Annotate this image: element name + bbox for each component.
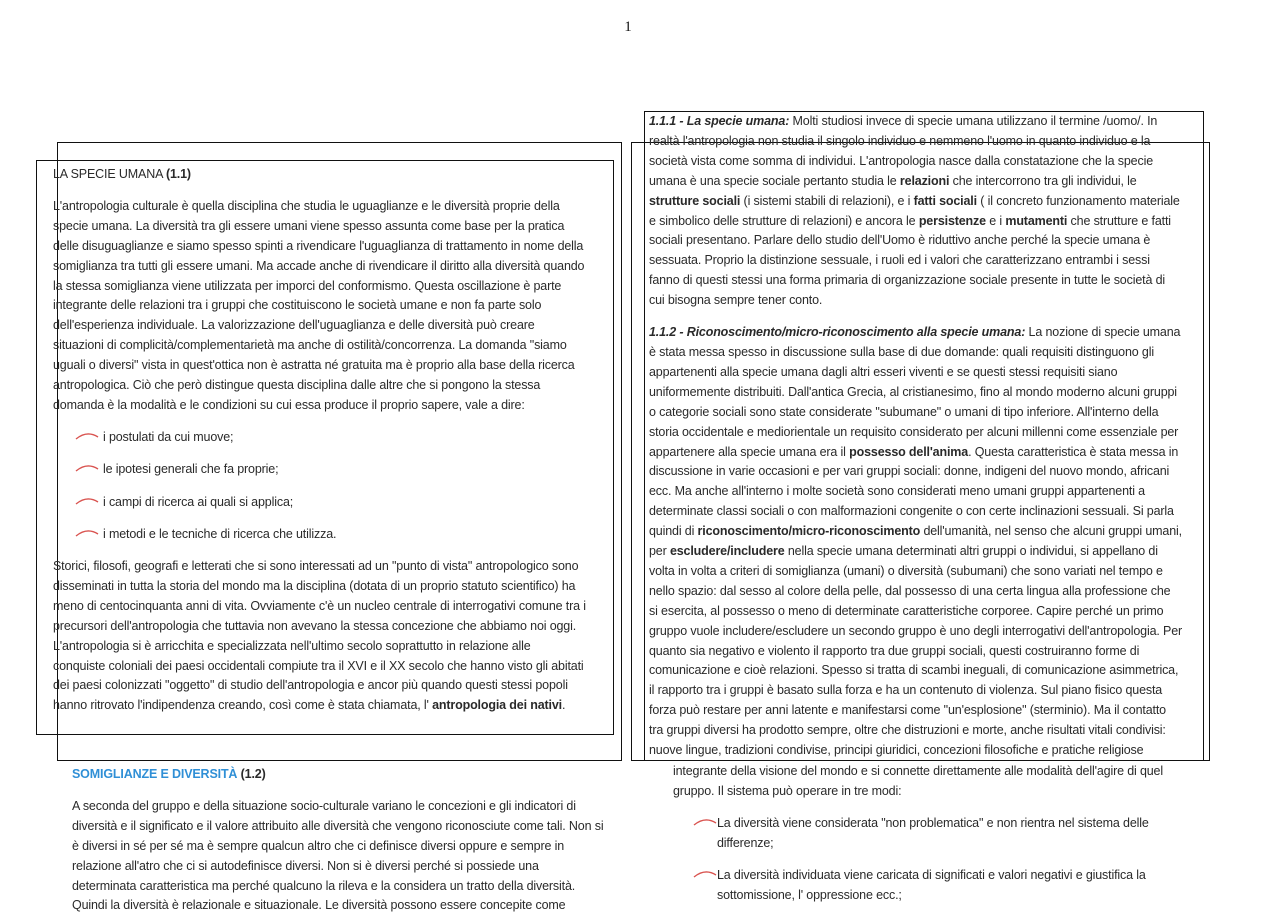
text-line: L'antropologia culturale è quella disciplina che studia le uguaglianze e le diversità proprie della xyxy=(53,198,560,213)
text-line: integrante della visione del mondo e si connette direttamente alle modalità dell'agire di quel xyxy=(673,764,1163,778)
bullet-arc-icon xyxy=(75,464,99,472)
text-line: e simbolico delle strutture di relazioni) e ancora le persistenze e i mutamenti che strutture e fatti xyxy=(649,213,1171,228)
text-line: è diversi in sé per sé ma è sempre qualcun altro che ci definisce diversi oppure e sempre in xyxy=(72,838,565,853)
text-line: somiglianza tra tutti gli essere umani. Ma accade anche di rivendicare il diritto alla diversità quando xyxy=(53,258,585,273)
text-line: uniformemente distribuiti. Dall'antica Grecia, al cristianesimo, fino al mondo moderno alcuni gruppi xyxy=(649,384,1177,399)
section-1-1-1 xyxy=(649,112,1201,311)
text-line: fanno di questi stessi una forma primaria di organizzazione sociale presente in tutte le società di xyxy=(649,273,1165,288)
text-line: sociali presentano. Parlare dello studio dell'Uomo è riduttivo anche perché la specie umana è xyxy=(649,233,1151,248)
text-line: determinata caratteristica ma perché qualcuno la rileva e la considera un tratto della diversità. xyxy=(72,878,576,893)
section-number: (1.2) xyxy=(240,767,266,781)
text-line: domanda è la modalità e le condizioni su cui essa produce il proprio sapere, vale a dire: xyxy=(53,397,525,412)
subsection-title: 1.1.1 - La specie umana: xyxy=(649,114,790,128)
text-line: A seconda del gruppo e della situazione socio-culturale variano le concezioni e gli indicatori di xyxy=(72,798,576,813)
text-line: realtà l'antropologia non studia il singolo individuo e nemmeno l'uomo in quanto individuo e la xyxy=(649,133,1151,148)
text-line: quindi di riconoscimento/micro-riconoscimento dell'umanità, nel senso che alcuni gruppi umani, xyxy=(649,524,1182,539)
left-lower-column xyxy=(72,765,617,916)
text-line: sessuata. Proprio la distinzione sessuale, i ruoli ed i valori che caratterizzano entrambi i sessi xyxy=(649,253,1150,268)
text-line: uguali o diversi" vista in quest'ottica non è astratta né gratuita ma è proprio alla base della ricerca xyxy=(53,358,575,373)
text-line: gruppo. Il sistema può operare in tre modi: xyxy=(673,783,902,798)
text-line: delle disuguaglianze e siamo spesso spinti a rivendicare l'uguaglianza di trattamento in nome della xyxy=(53,238,584,253)
section-heading-1-2 xyxy=(72,765,617,785)
bullet-list xyxy=(53,428,613,545)
section-title: SOMIGLIANZE E DIVERSITÀ xyxy=(72,767,238,781)
right-lower-column xyxy=(673,762,1213,905)
text-line: L'antropologia si è arricchita e specializzata nell'ultimo secolo soprattutto in relazione alle xyxy=(53,638,531,653)
text-line: integrante delle relazioni tra i gruppi che costituiscono le società umane e non fa parte solo xyxy=(53,298,542,313)
text-line: relazione all'atro che ci si autodefinisce diversi. Non si è diversi perché si possiede una xyxy=(72,858,539,873)
list-item: le ipotesi generali che fa proprie; xyxy=(53,460,613,480)
text-line: comunicazione e cioè relazioni. Spesso si tratta di scambi ineguali, di comunicazione asimmetrica, xyxy=(649,663,1179,678)
text-line: o categorie sociali sono state considerate "subumane" o umani di tipo inferiore. All'interno della xyxy=(649,404,1159,419)
text-line: precursori dell'antropologia che tuttavia non avevano la stessa concezione che abbiamo noi oggi. xyxy=(53,618,577,633)
text-line: 1.1.2 - Riconoscimento/micro-riconoscimento alla specie umana: La nozione di specie umana xyxy=(649,325,1181,340)
text-line: volta in volta a criteri di somiglianza (umani) o diversità (subumani) che sono variati nel tempo e xyxy=(649,563,1163,578)
text-line: strutture sociali (i sistemi stabili di relazioni), e i fatti sociali ( il concreto funzionamento materiale xyxy=(649,193,1180,208)
text-line: il rapporto tra i gruppi è basato sulla forza e ha un contenuto di violenza. Sul piano fisico questa xyxy=(649,683,1163,698)
text-line: diversità e il significato e il valore attribuito alle diversità che vengono riconosciute come tali. Non si xyxy=(72,818,604,833)
text-line: hanno ritrovato l'indipendenza creando, così come è stata chiamata, l' antropologia dei nativi. xyxy=(53,698,566,713)
text-line: conquiste coloniali dei paesi occidentali compiute tra il XVI e il XX secolo che hanno visto gli abitati xyxy=(53,658,584,673)
text-line: umana è una specie sociale pertanto studia le relazioni che intercorrono tra gli individui, le xyxy=(649,173,1137,188)
list-item: La diversità individuata viene caricata di significati e valori negativi e giustifica la sottomissione, l' oppressione ecc.; xyxy=(673,866,1213,906)
section-number: (1.1) xyxy=(165,167,191,181)
list-item: i postulati da cui muove; xyxy=(53,428,613,448)
text-line: appartenere alla specie umana era il possesso dell'anima. Questa caratteristica è stata messa in xyxy=(649,444,1179,459)
text-line: tra gruppi diversi ha prodotto sempre, oltre che distruzioni e morte, anche risultati vitali condivisi: xyxy=(649,723,1166,738)
bullet-arc-icon xyxy=(693,870,717,878)
text-line: antropologica. Ciò che però distingue questa disciplina dalle altre che si pongono la stessa xyxy=(53,378,541,393)
text-line: forza può restare per anni latente e manifestarsi come "un'esplosione" (sterminio). Ma il contatto xyxy=(649,703,1166,718)
subsection-title: 1.1.2 - Riconoscimento/micro-riconoscimento alla specie umana: xyxy=(649,325,1026,340)
text-line: storia occidentale e mediorientale un requisito considerato per alcuni millenni come essenziale per xyxy=(649,424,1179,439)
history-paragraph xyxy=(53,557,613,716)
list-item: La diversità viene considerata "non problematica" e non rientra nel sistema delle differenze; xyxy=(673,814,1213,854)
bold-term: antropologia dei nativi xyxy=(432,698,562,713)
list-item: i metodi e le tecniche di ricerca che utilizza. xyxy=(53,525,613,545)
text-line: nuove lingue, tradizioni condivise, principi giuridici, concezioni filosofiche e pratiche religiose xyxy=(649,743,1144,758)
text-line: determinate classi sociali o con malformazioni congenite o con certe inclinazioni sessuali. Si parla xyxy=(649,504,1174,519)
list-item: i campi di ricerca ai quali si applica; xyxy=(53,493,613,513)
text-line: dell'esperienza individuale. La valorizzazione dell'uguaglianza e delle diversità può creare xyxy=(53,318,535,333)
text-line: ecc. Ma anche all'interno i molte società sono considerati meno umani gruppi appartenenti a xyxy=(649,484,1145,499)
bullet-list xyxy=(673,814,1213,906)
text-line: disseminati in tutta la storia del mondo ma la disciplina (dotata di un proprio statuto scientifico) ha xyxy=(53,578,576,593)
text-line: cui bisogna sempre tener conto. xyxy=(649,293,823,308)
text-line: discussione in varie occasioni e per vari gruppi sociali: donne, indigeni del nuovo mondo, africani xyxy=(649,464,1170,479)
diversity-paragraph xyxy=(72,797,617,916)
text-line: gruppo vuole includere/escludere un secondo gruppo è uno degli interrogativi dell'antropologia. Per xyxy=(649,623,1183,638)
right-column xyxy=(649,112,1201,761)
text-line: meno di centocinquanta anni di vita. Ovviamente c'è un nucleo centrale di interrogativi comune tra i xyxy=(53,598,586,613)
text-line: per escludere/includere nella specie umana determinati altri gruppi o individui, si appellano di xyxy=(649,544,1158,559)
text-line: si esercita, al possesso o meno di determinate caratteristiche corporee. Capire perché un primo xyxy=(649,603,1164,618)
left-column xyxy=(53,165,613,716)
text-line: appartenenti alla specie umana dagli altri esseri viventi e se questi stessi requisiti siano xyxy=(649,364,1118,379)
section-1-1-2 xyxy=(649,323,1201,761)
intro-paragraph xyxy=(53,197,613,416)
text-line: società vista come somma di individui. L'antropologia nasce dalla constatazione che la specie xyxy=(649,153,1154,168)
section-heading-1-1 xyxy=(53,165,613,185)
text-line: è stata messa spesso in discussione sulla base di due domande: quali requisiti distinguono gli xyxy=(649,344,1154,359)
bullet-arc-icon xyxy=(75,497,99,505)
text-line: Quindi la diversità è relazionale e situazionale. Le diversità possono essere concepite come xyxy=(72,898,566,913)
bullet-arc-icon xyxy=(75,432,99,440)
text-line: dei paesi colonizzati "oggetto" di studio dell'antropologia e ancor più quando questi stessi popoli xyxy=(53,678,568,693)
bullet-arc-icon xyxy=(75,529,99,537)
text-line: situazioni di complicità/complementarietà ma anche di ostilità/concorrenza. La domanda "siamo xyxy=(53,338,567,353)
text-line: la stessa somiglianza viene utilizzata per imporci del conformismo. Questa oscillazione è parte xyxy=(53,278,562,293)
section-title: LA SPECIE UMANA xyxy=(53,167,163,181)
text-line: nello spazio: dal sesso al colore della pelle, dal possesso di una certa lingua alla professione che xyxy=(649,583,1171,598)
text-line: Storici, filosofi, geografi e letterati che si sono interessati ad un "punto di vista" antropologico sono xyxy=(53,559,579,573)
text-line: specie umana. La diversità tra gli essere umani viene spesso assunta come base per la pratica xyxy=(53,218,565,233)
bullet-arc-icon xyxy=(693,818,717,826)
page-number: 1 xyxy=(624,19,632,35)
text-line: quanto sia negativo e violento il rapporto tra due gruppi sociali, questi costruiranno forme di xyxy=(649,643,1140,658)
text-line: 1.1.1 - La specie umana: Molti studiosi invece di specie umana utilizzano il termine /uomo/. In xyxy=(649,114,1158,128)
